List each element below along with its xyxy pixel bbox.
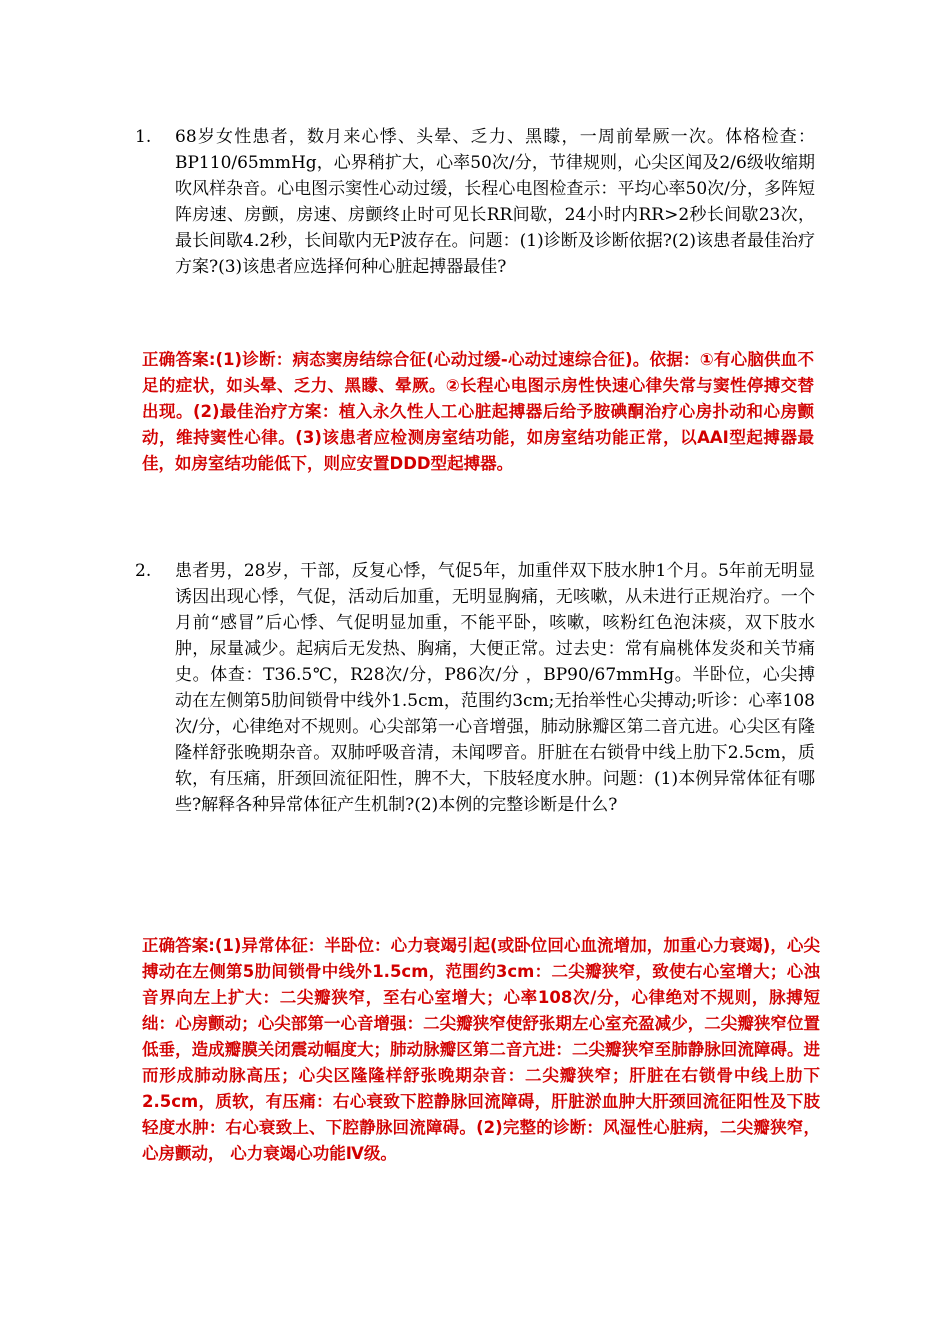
question-1 bbox=[135, 124, 815, 280]
question-2 bbox=[135, 558, 815, 818]
question-text: 患者男，28岁，干部，反复心悸，气促5年，加重伴双下肢水肿1个月。5年前无明显诱因出现心悸，气促，活动后加重，无明显胸痛，无咳嗽，从未进行正规治疗。一个月前“感冒”后心悸、气促明显加重，不能平卧，咳嗽，咳粉红色泡沫痰，双下肢水肿，尿量减少。起病后无发热、胸痛，大便正常。过去史：常有扁桃体发炎和关节痛史。体查：T36.5℃，R28次/分，P86次/分 ，BP90/67mmHg。半卧位，心尖搏动在左侧第5肋间锁骨中线外1.5cm，范围约3cm;无抬举性心尖搏动;听诊：心率108次/分，心律绝对不规则。心尖部第一心音增强，肺动脉瓣区第二音亢进。心尖区有隆隆样舒张晚期杂音。双肺呼吸音清，未闻啰音。肝脏在右锁骨中线上肋下2.5cm，质软，有压痛，肝颈回流征阳性，脾不大，下肢轻度水肿。问题：(1)本例异常体征有哪些?解释各种异常体征产生机制?(2)本例的完整诊断是什么? bbox=[175, 561, 816, 815]
question-number: 2. bbox=[135, 561, 152, 581]
question-number: 1. bbox=[135, 127, 152, 147]
question-text: 68岁女性患者，数月来心悸、头晕、乏力、黑矇，一周前晕厥一次。体格检查：BP110/65mmHg，心界稍扩大，心率50次/分，节律规则，心尖区闻及2/6级收缩期吹风样杂音。心电图示窦性心动过缓，长程心电图检查示：平均心率50次/分，多阵短阵房速、房颤，房速、房颤终止时可见长RR间歇，24小时内RR>2秒长间歇23次，最长间歇4.2秒，长间歇内无P波存在。问题：(1)诊断及诊断依据?(2)该患者最佳治疗方案?(3)该患者应选择何种心脏起搏器最佳? bbox=[175, 127, 815, 277]
answer-2: 正确答案:(1)异常体征：半卧位：心力衰竭引起(或卧位回心血流增加，加重心力衰竭)，心尖搏动在左侧第5肋间锁骨中线外1.5cm，范围约3cm：二尖瓣狭窄，致使右心室增大；心浊音界向左上扩大：二尖瓣狭窄，至右心室增大；心率108次/分，心律绝对不规则，脉搏短绌：心房颤动；心尖部第一心音增强：二尖瓣狭窄使舒张期左心室充盈减少，二尖瓣狭窄位置低垂，造成瓣膜关闭震动幅度大；肺动脉瓣区第二音亢进：二尖瓣狭窄至肺静脉回流障碍。进而形成肺动脉高压；心尖区隆隆样舒张晚期杂音：二尖瓣狭窄；肝脏在右锁骨中线上肋下2.5cm，质软，有压痛：右心衰致下腔静脉回流障碍，肝脏淤血肿大肝颈回流征阳性及下肢轻度水肿：右心衰致上、下腔静脉回流障碍。(2)完整的诊断：风湿性心脏病，二尖瓣狭窄，心房颤动， 心力衰竭心功能Ⅳ级。 bbox=[142, 936, 820, 1163]
answer-1: 正确答案:(1)诊断：病态窦房结综合征(心动过缓-心动过速综合征)。依据：①有心脑供血不足的症状，如头晕、乏力、黑矇、晕厥。②长程心电图示房性快速心律失常与窦性停搏交替出现。(2)最佳治疗方案：植入永久性人工心脏起搏器后给予胺碘酮治疗心房扑动和心房颤动，维持窦性心律。(3)该患者应检测房室结功能，如房室结功能正常，以AAI型起搏器最佳，如房室结功能低下，则应安置DDD型起搏器。 bbox=[142, 350, 814, 473]
